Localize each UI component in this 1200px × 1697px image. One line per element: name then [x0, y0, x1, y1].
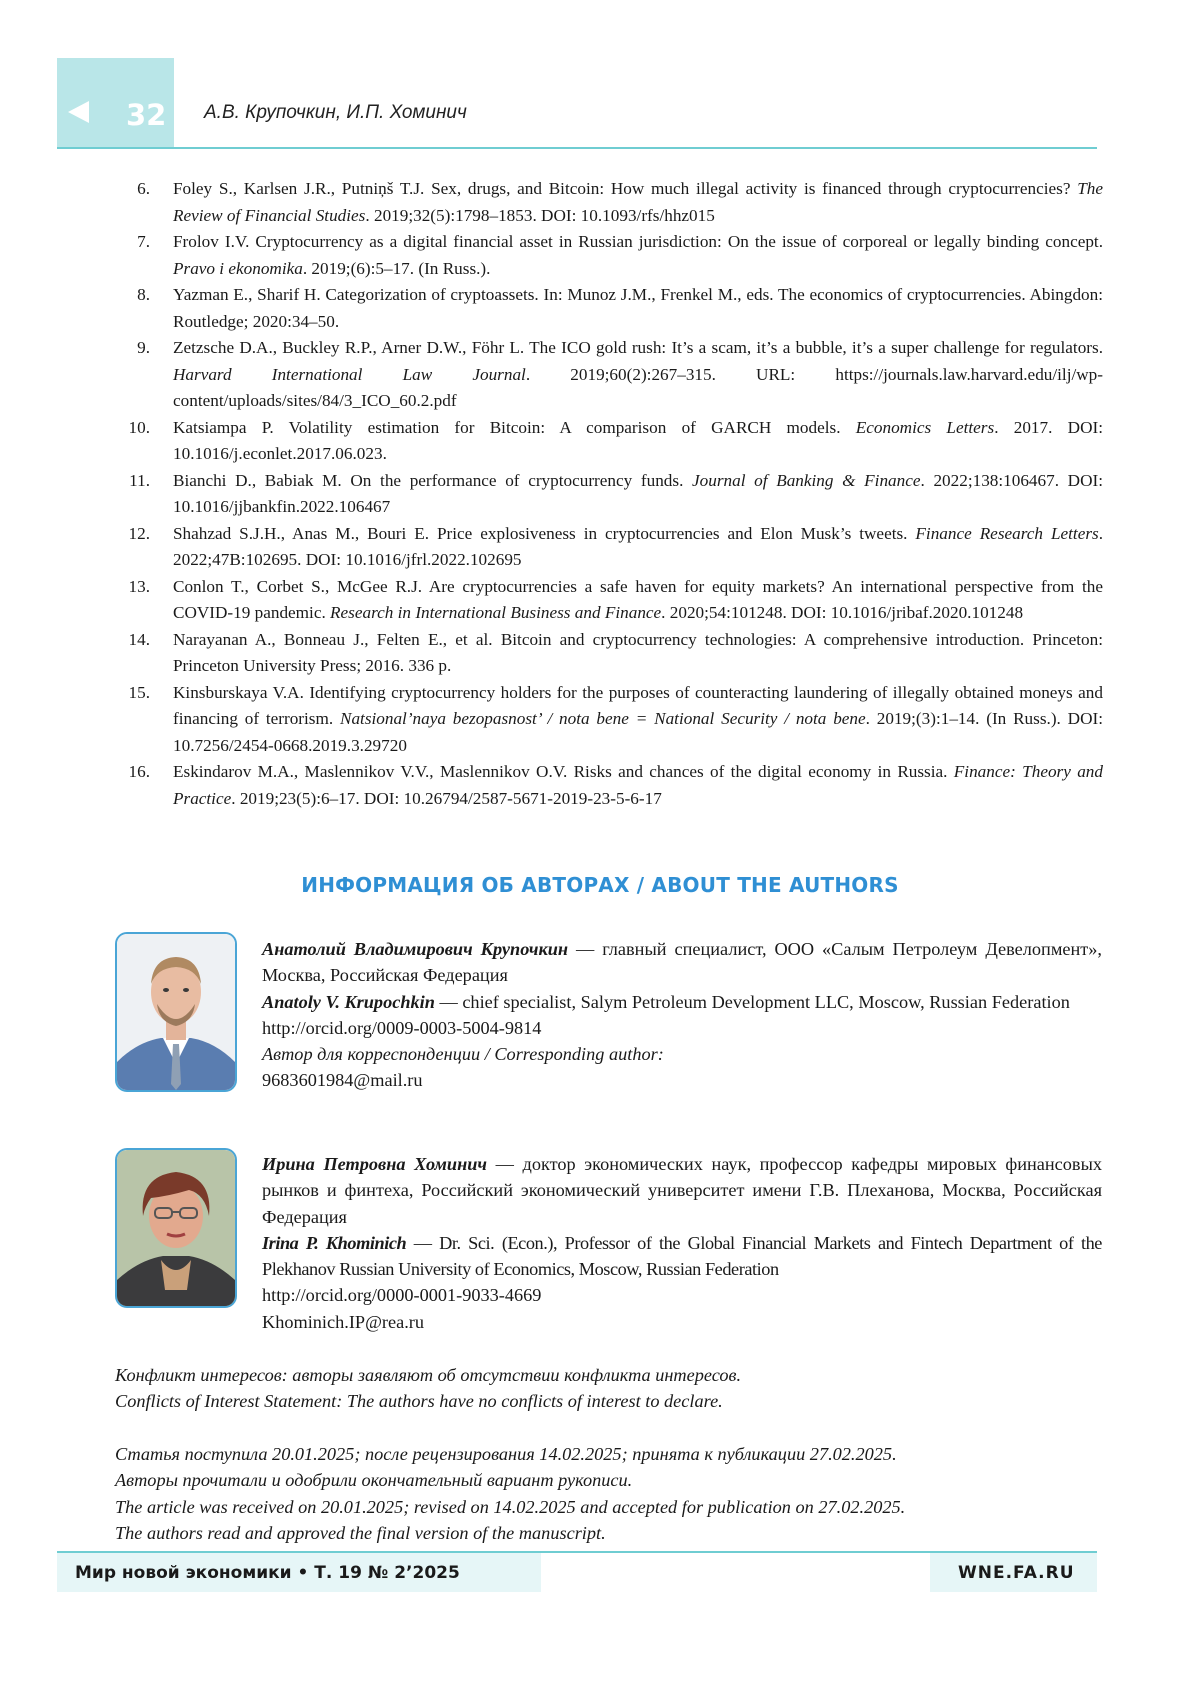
footer-journal-title: Мир новой экономики • Т. 19 № 2’2025 — [75, 1563, 460, 1583]
reference-item: 6. Foley S., Karlsen J.R., Putniņš T.J. Sex, drugs, and Bitcoin: How much illegal activity is financed through cryptocurrencies? The Review of Financial Studies. 2019;32(5):1798–1853. DOI: 10.1093/rfs/hhz015 — [118, 176, 1103, 229]
running-head-authors: А.В. Крупочкин, И.П. Хоминич — [204, 102, 467, 124]
reference-list — [118, 176, 1103, 812]
author-info-khominich: Ирина Петровна Хоминич — доктор экономических наук, профессор кафедры мировых финансовых рынков и финтеха, Российский экономический университет имени Г.В. Плеханова, Москва, Российская Федерация Irina P. Khominich — Dr. Sci. (Econ.), Professor of the Global Financial Markets and Fintech Department of the Plekhanov Russian University of Economics, Moscow, Russian Federation http://orcid.org/0000-0001-9033-4669 Khominich.IP@rea.ru — [262, 1151, 1102, 1335]
reference-item: 15. Kinsburskaya V.A. Identifying cryptocurrency holders for the purposes of counteracting laundering of illegally obtained moneys and financing of terrorism. Natsional’naya bezopasnost’ / nota bene = National Security / nota bene. 2019;(3):1–14. (In Russ.). DOI: 10.7256/2454-0668.2019.3.29720 — [118, 680, 1103, 760]
article-history: Статья поступила 20.01.2025; после рецензирования 14.02.2025; принята к публикации 27.02.2025. Авторы прочитали и одобрили окончательный вариант рукописи. The article was received on 20.01.2025; revised on 14.02.2025 and accepted for publication on 27.02.2025. The authors read and approved the final version of the manuscript. — [115, 1441, 1105, 1546]
author-info-krupochkin: Анатолий Владимирович Крупочкин — главный специалист, ООО «Салым Петролеум Девелопмент», Москва, Российская Федерация Anatoly V. Krupochkin — chief specialist, Salym Petroleum Development LLC, Moscow, Russian Federation http://orcid.org/0009-0003-5004-9814 Автор для корреспонденции / Corresponding author: 9683601984@mail.ru — [262, 936, 1102, 1094]
author-portrait-icon — [117, 1150, 235, 1306]
reference-item: 14. Narayanan A., Bonneau J., Felten E., et al. Bitcoin and cryptocurrency technologies: A comprehensive introduction. Princeton: Princeton University Press; 2016. 336 p. — [118, 627, 1103, 680]
orcid-link[interactable]: http://orcid.org/0000-0001-9033-4669 — [262, 1282, 1102, 1308]
page-number: 32 — [126, 98, 166, 132]
conflict-of-interest: Конфликт интересов: авторы заявляют об отсутствии конфликта интересов. Conflicts of Interest Statement: The authors have no conflicts of interest to declare. — [115, 1362, 1105, 1415]
author-portrait-icon — [117, 934, 235, 1090]
reference-item: 7. Frolov I.V. Cryptocurrency as a digital financial asset in Russian jurisdiction: On the issue of corporeal or legally binding concept. Pravo i ekonomika. 2019;(6):5–17. (In Russ.). — [118, 229, 1103, 282]
corresponding-author-label: Автор для корреспонденции / Corresponding author: — [262, 1041, 1102, 1067]
orcid-link[interactable]: http://orcid.org/0009-0003-5004-9814 — [262, 1015, 1102, 1041]
reference-item: 16. Eskindarov M.A., Maslennikov V.V., Maslennikov O.V. Risks and chances of the digital economy in Russia. Finance: Theory and Practice. 2019;23(5):6–17. DOI: 10.26794/2587-5671-2019-23-5-6-17 — [118, 759, 1103, 812]
previous-page-arrow-icon[interactable] — [68, 101, 89, 123]
reference-item: 10. Katsiampa P. Volatility estimation for Bitcoin: A comparison of GARCH models. Economics Letters. 2017. DOI: 10.1016/j.econlet.2017.06.023. — [118, 415, 1103, 468]
reference-item: 9. Zetzsche D.A., Buckley R.P., Arner D.W., Föhr L. The ICO gold rush: It’s a scam, it’s a bubble, it’s a super challenge for regulators. Harvard International Law Journal. 2019;60(2):267–315. URL: https://journals.law.harvard.edu/ilj/wp-content/uploads/sites/84/3_ICO_60.2.pdf — [118, 335, 1103, 415]
email-link[interactable]: Khominich.IP@rea.ru — [262, 1309, 1102, 1335]
reference-item: 11. Bianchi D., Babiak M. On the performance of cryptocurrency funds. Journal of Banking & Finance. 2022;138:106467. DOI: 10.1016/jjbankfin.2022.106467 — [118, 468, 1103, 521]
header-rule — [57, 147, 1097, 149]
author-photo — [115, 1148, 237, 1308]
footer-site-link[interactable]: WNE.FA.RU — [958, 1563, 1075, 1583]
email-link[interactable]: 9683601984@mail.ru — [262, 1067, 1102, 1093]
reference-item: 13. Conlon T., Corbet S., McGee R.J. Are cryptocurrencies a safe haven for equity markets? An international perspective from the COVID-19 pandemic. Research in International Business and Finance. 2020;54:101248. DOI: 10.1016/jribaf.2020.101248 — [118, 574, 1103, 627]
authors-section-title: ИНФОРМАЦИЯ ОБ АВТОРАХ / ABOUT THE AUTHORS — [0, 873, 1200, 897]
author-photo — [115, 932, 237, 1092]
reference-item: 8. Yazman E., Sharif H. Categorization of cryptoassets. In: Munoz J.M., Frenkel M., eds. The economics of cryptocurrencies. Abingdon: Routledge; 2020:34–50. — [118, 282, 1103, 335]
reference-item: 12. Shahzad S.J.H., Anas M., Bouri E. Price explosiveness in cryptocurrencies and Elon Musk’s tweets. Finance Research Letters. 2022;47B:102695. DOI: 10.1016/jfrl.2022.102695 — [118, 521, 1103, 574]
